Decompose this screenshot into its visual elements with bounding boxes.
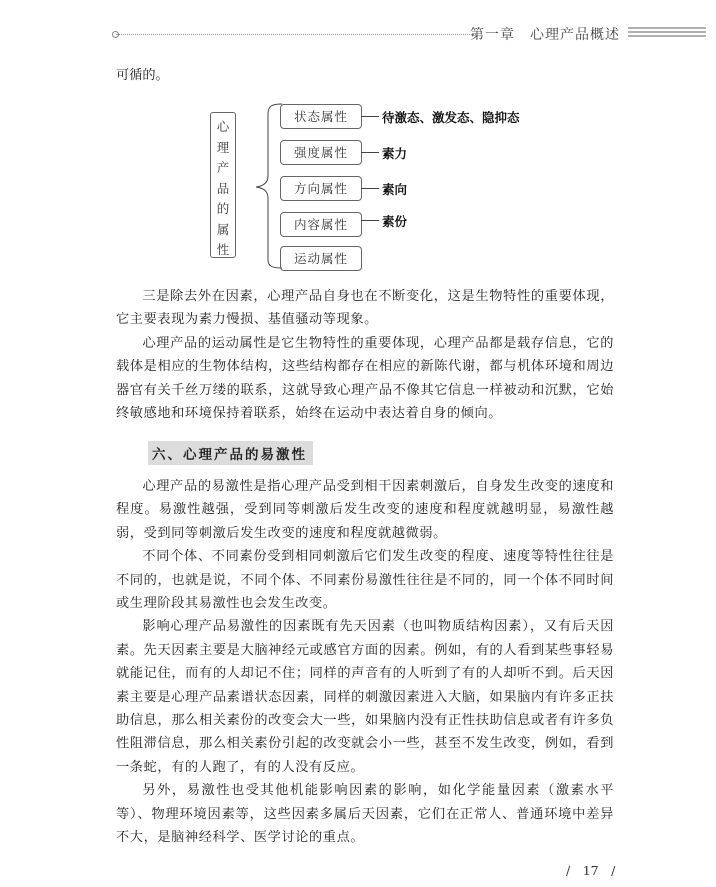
running-header — [112, 22, 716, 48]
root-char: 属 — [216, 221, 230, 237]
body-block-a — [116, 285, 614, 425]
node-motion: 运动属性 — [280, 246, 362, 271]
node-direction: 方向属性 — [280, 176, 362, 201]
page-number: / 17 / — [566, 863, 616, 878]
connector — [361, 220, 379, 221]
node-content: 内容属性 — [280, 212, 362, 237]
chapter-title: 第一章 心理产品概述 — [470, 27, 620, 43]
node-state: 状态属性 — [280, 104, 362, 129]
root-char: 的 — [216, 201, 230, 216]
leaf-state: 待激态、激发态、隐抑态 — [382, 110, 520, 125]
connector — [361, 116, 379, 117]
intro-fragment: 可循的。 — [116, 68, 169, 83]
paragraph: 心理产品的运动属性是它生物特性的重要体现，心理产品都是载存信息，它的载体是相应的生物体结构，这些结构都存在相应的新陈代谢，都与机体环境和周边器官有关千丝万缕的联系，这就导致心理产品不像其它信息一样被动和沉默，它始终敏感地和环境保持着联系，始终在运动中表达着自身的倾向。 — [116, 335, 614, 422]
paragraph: 另外，易激性也受其他机能影响因素的影响，如化学能量因素（激素水平等）、物理环境因素等，这些因素多属后天因素，它们在正常人、普通环境中差异不大，是脑神经科学、医学讨论的重点。 — [116, 783, 614, 846]
connector — [361, 152, 379, 153]
diagram-root-box — [210, 112, 236, 258]
root-char: 产 — [216, 160, 230, 175]
root-char: 理 — [216, 139, 230, 155]
body-block-b — [116, 475, 614, 850]
leaf-content: 素份 — [382, 214, 408, 229]
paragraph: 不同个体、不同素份受到相同刺激后它们发生改变的程度、速度等特性往往是不同的，也就是说，不同个体、不同素份易激性往往是不同的，同一个体不同时间或生理阶段其易激性也会发生改变。 — [116, 549, 614, 612]
node-intensity: 强度属性 — [280, 140, 362, 165]
connector — [361, 188, 379, 189]
header-dotted-rule — [116, 34, 476, 35]
leaf-direction: 素向 — [382, 182, 408, 197]
root-char: 性 — [216, 242, 230, 257]
attribute-diagram — [210, 100, 550, 275]
paragraph: 三是除去外在因素，心理产品自身也在不断变化，这是生物特性的重要体现，它主要表现为素力慢损、基值骚动等现象。 — [116, 289, 614, 328]
section-heading: 六、心理产品的易激性 — [148, 441, 313, 465]
paragraph: 心理产品的易激性是指心理产品受到相干因素刺激后，自身发生改变的速度和程度。易激性越强，受到同等刺激后发生改变的速度和程度就越明显，易激性越弱，受到同等刺激后发生改变的速度和程度就越微弱。 — [116, 479, 614, 541]
paragraph: 影响心理产品易激性的因素既有先天因素（也叫物质结构因素），又有后天因素。先天因素主要是大脑神经元或感官方面的因素。例如，有的人看到某些事轻易就能记住，而有的人却记不住；同样的声音有的人听到了有的人却听不到。后天因素主要是心理产品素谱状态因素，同样的刺激因素进入大脑，如果脑内有许多正扶助信息，那么相关素份的改变会大一些，如果脑内没有正性扶助信息或者有许多负性阻滞信息，那么相关素份引起的改变就会小一些，甚至不发生改变，例如，看到一条蛇，有的人跑了，有的人没有反应。 — [116, 619, 614, 775]
root-char: 心 — [216, 119, 230, 134]
root-char: 品 — [216, 180, 230, 196]
header-ornament-bars — [628, 27, 706, 41]
leaf-intensity: 素力 — [382, 146, 408, 161]
